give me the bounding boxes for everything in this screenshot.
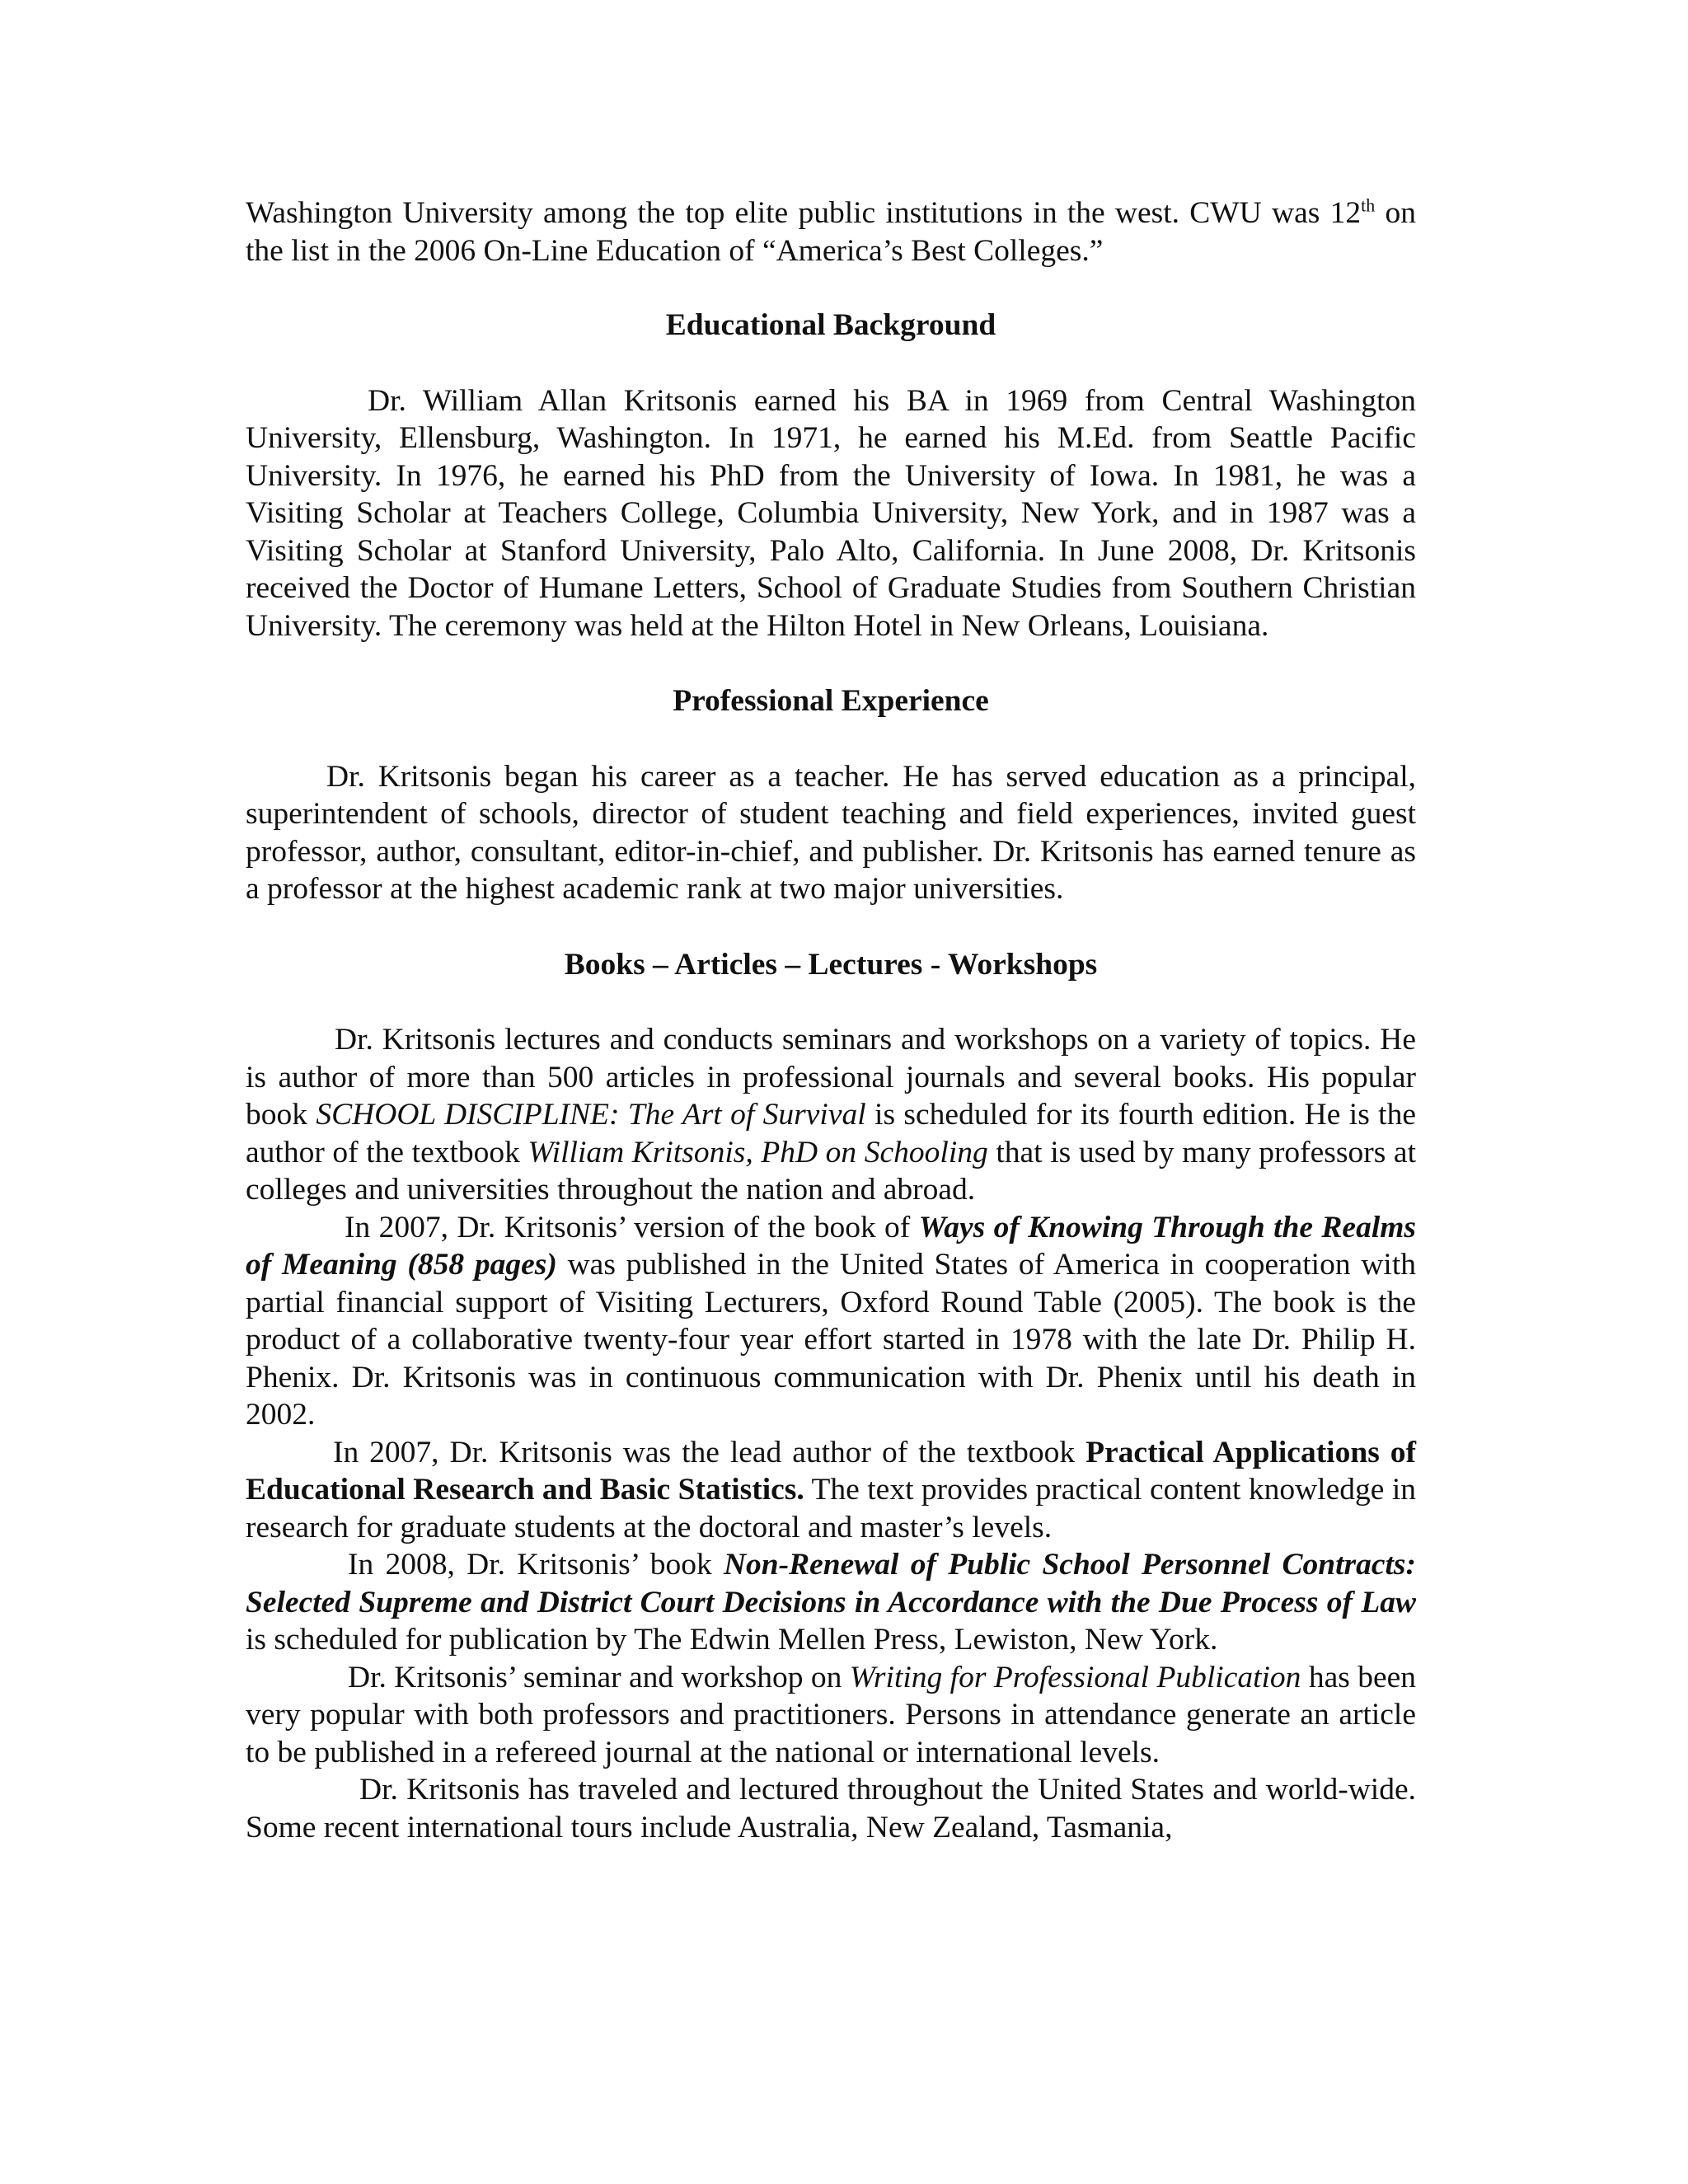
- books-p3-text-a: In 2007, Dr. Kritsonis was the lead author of the textbook: [333, 1435, 1086, 1469]
- books-p5-text-a: Dr. Kritsonis’ seminar and workshop on: [348, 1660, 850, 1694]
- book-title-non-renewal: Non-Renewal of Public School Personnel Contracts: Selected Supreme and District Court Decisions in Accordance with the Due Process of Law: [246, 1548, 1416, 1619]
- spacer: [246, 644, 1416, 682]
- heading-books-articles: Books – Articles – Lectures - Workshops: [564, 947, 1098, 982]
- books-p4-text-b: is scheduled for publication by The Edwin Mellen Press, Lewiston, New York.: [246, 1623, 1218, 1657]
- books-p4-text-a: In 2008, Dr. Kritsonis’ book: [348, 1548, 724, 1582]
- education-paragraph: Dr. William Allan Kritsonis earned his BA in 1969 from Central Washington University, Ellensburg, Washington. In 1971, he earned his M.Ed. from Seattle Pacific University. In 1976, he earned his PhD from the University of Iowa. In 1981, he was a Visiting Scholar at Teachers College, Columbia University, New York, and in 1987 was a Visiting Scholar at Stanford University, Palo Alto, California. In June 2008, Dr. Kritsonis received the Doctor of Humane Letters, School of Graduate Studies from Southern Christian University. The ceremony was held at the Hilton Hotel in New Orleans, Louisiana.: [246, 383, 1416, 643]
- books-paragraph-4: [246, 1546, 1416, 1659]
- spacer: [246, 344, 1416, 382]
- books-p1-text-a: Dr. Kritsonis lectures and conducts seminars and workshops on a variety of topics. He is author of more than 500 articles in professional journals and several books. His popular book: [246, 1023, 1416, 1132]
- intro-text-2: on the list in the 2006 On-Line Education of “America’s Best Colleges.”: [246, 196, 1417, 268]
- book-title-school-discipline: SCHOOL DISCIPLINE: The Art of Survival: [316, 1098, 866, 1132]
- books-paragraph-1: [246, 1021, 1416, 1209]
- book-title-on-schooling: William Kritsonis, PhD on Schooling: [528, 1135, 988, 1169]
- books-p1-text-b: is scheduled for its fourth edition. He is the author of the textbook: [246, 1098, 1416, 1169]
- book-title-practical-applications: Practical Applications of Educational Research and Basic Statistics.: [246, 1435, 1416, 1507]
- intro-paragraph: [246, 194, 1416, 269]
- intro-text-1: Washington University among the top elite public institutions in the west. CWU was 12: [246, 196, 1362, 230]
- books-paragraph-3: [246, 1434, 1416, 1547]
- books-p5-text-b: has been very popular with both professors and practitioners. Persons in attendance generate an article to be published in a refereed journal at the national or international levels.: [246, 1660, 1416, 1769]
- books-p1-text-c: that is used by many professors at colleges and universities throughout the nation and abroad.: [246, 1135, 1416, 1207]
- text-column: [246, 194, 1416, 1846]
- intro-superscript: th: [1361, 194, 1376, 216]
- books-paragraph-6: Dr. Kritsonis has traveled and lectured throughout the United States and world-wide. Some recent international tours include Australia, New Zealand, Tasmania,: [246, 1773, 1416, 1844]
- books-p2-text-a: In 2007, Dr. Kritsonis’ version of the book of: [345, 1210, 919, 1244]
- spacer: [246, 720, 1416, 758]
- heading-professional-experience: Professional Experience: [673, 684, 989, 718]
- books-p3-text-b: The text provides practical content knowledge in research for graduate students at the doctoral and master’s levels.: [246, 1473, 1416, 1544]
- heading-educational-background: Educational Background: [665, 308, 996, 342]
- spacer: [246, 269, 1416, 307]
- seminar-title-writing: Writing for Professional Publication: [849, 1660, 1301, 1694]
- spacer: [246, 908, 1416, 946]
- book-title-ways-of-knowing: Ways of Knowing Through the Realms of Meaning (858 pages): [246, 1210, 1417, 1282]
- books-p2-text-b: was published in the United States of America in cooperation with partial financial support of Visiting Lecturers, Oxford Round Table (2005). The book is the product of a collaborative twenty-four year effort started in 1978 with the late Dr. Philip H. Phenix. Dr. Kritsonis was in continuous communication with Dr. Phenix until his death in 2002.: [246, 1248, 1416, 1432]
- books-paragraph-2: [246, 1209, 1416, 1434]
- experience-paragraph: Dr. Kritsonis began his career as a teacher. He has served education as a principal, superintendent of schools, director of student teaching and field experiences, invited guest professor, author, consultant, editor-in-chief, and publisher. Dr. Kritsonis has earned tenure as a professor at the highest academic rank at two major universities.: [246, 759, 1416, 906]
- spacer: [246, 983, 1416, 1021]
- books-paragraph-5: [246, 1659, 1416, 1772]
